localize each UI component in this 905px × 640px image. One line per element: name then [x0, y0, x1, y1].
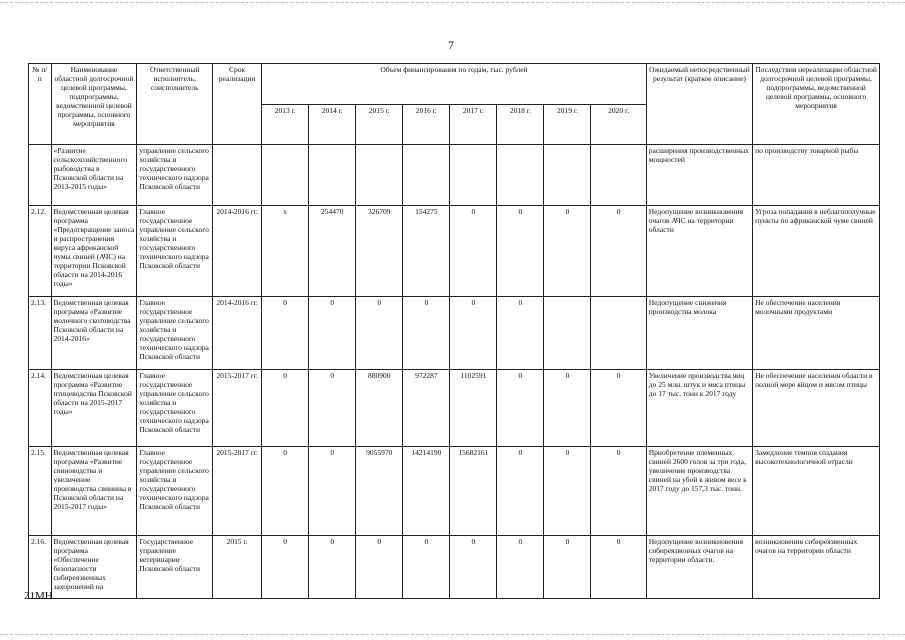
- bottom-scan-edge: [0, 634, 905, 635]
- funding-value: 972287: [403, 370, 450, 447]
- funding-value: 0: [497, 297, 544, 370]
- funding-value: 9055970: [356, 447, 403, 536]
- row-number: 2.15.: [29, 447, 52, 536]
- executor-cell: Главное государственное управление сельского хозяйства и государственного технического надзора Псковской области: [137, 297, 213, 370]
- funding-value: 0: [544, 370, 591, 447]
- funding-value: [591, 297, 646, 370]
- funding-value: 0: [262, 447, 309, 536]
- funding-value: 0: [544, 447, 591, 536]
- funding-value: 0: [309, 370, 356, 447]
- funding-value: 0: [262, 370, 309, 447]
- row-number: 2.13.: [29, 297, 52, 370]
- funding-value: 0: [497, 206, 544, 297]
- year-header: 2016 г.: [403, 104, 450, 145]
- year-header: 2019 г.: [544, 104, 591, 145]
- funding-value: [544, 297, 591, 370]
- table-row: [29, 206, 880, 297]
- executor-cell: управление сельского хозяйства и государственного технического надзора Псковской области: [137, 145, 213, 206]
- executor-cell: Государственное управление ветеринарии Псковской области: [137, 536, 213, 599]
- top-scan-edge: [0, 2, 905, 3]
- funding-value: 0: [591, 370, 646, 447]
- funding-value: 0: [309, 297, 356, 370]
- funding-value: [450, 145, 497, 206]
- table-body: [29, 145, 880, 599]
- row-number: 2.14.: [29, 370, 52, 447]
- year-header: 2015 г.: [356, 104, 403, 145]
- result-cell: Увеличение производства яиц до 25 млн. штук и мяса птицы до 17 тыс. тонн к 2017 году: [646, 370, 752, 447]
- funding-value: 0: [497, 536, 544, 599]
- footer-code: 21МН: [24, 590, 53, 602]
- header-row: [29, 64, 880, 105]
- row-number: 2.16.: [29, 536, 52, 599]
- year-header: 2013 г.: [262, 104, 309, 145]
- header-consequence: Последствия нереализации областной долгосрочной целевой программы, подпрограммы, ведомственной целевой программы, основного мероприятия: [753, 64, 880, 145]
- year-header: 2014 г.: [309, 104, 356, 145]
- row-number: [29, 145, 52, 206]
- funding-value: 15682161: [450, 447, 497, 536]
- executor-cell: Главное государственное управление сельского хозяйства и государственного технического надзора Псковской области: [137, 370, 213, 447]
- term-cell: 2014-2016 гг.: [213, 297, 262, 370]
- executor-cell: Главное государственное управление сельского хозяйства и государственного технического надзора Псковской области: [137, 206, 213, 297]
- funding-value: 0: [450, 536, 497, 599]
- funding-value: 154275: [403, 206, 450, 297]
- funding-value: [497, 145, 544, 206]
- funding-value: 0: [544, 536, 591, 599]
- page-number: 7: [448, 38, 454, 52]
- term-cell: 2015-2017 гг.: [213, 370, 262, 447]
- term-cell: 2014-2016 гг.: [213, 206, 262, 297]
- funding-value: 0: [356, 297, 403, 370]
- funding-value: 0: [403, 297, 450, 370]
- program-name: Ведомственная целевая программа «Развитие молочного скотоводства Псковской области на 2014-2016»: [51, 297, 137, 370]
- executor-cell: Главное государственное управление сельского хозяйства и государственного технического надзора Псковской области: [137, 447, 213, 536]
- funding-value: 0: [356, 536, 403, 599]
- consequence-cell: Замедление темпов создания высокотехнологичной отрасли: [753, 447, 880, 536]
- header-term: Срок реализации: [213, 64, 262, 145]
- funding-value: 0: [450, 297, 497, 370]
- table-row: [29, 145, 880, 206]
- funding-value: 880900: [356, 370, 403, 447]
- funding-value: 0: [544, 206, 591, 297]
- result-cell: Недопущение снижения производства молока: [646, 297, 752, 370]
- consequence-cell: Угроза попадания в неблагополучные пункты по африканской чуме свиней: [753, 206, 880, 297]
- funding-value: 0: [497, 447, 544, 536]
- header-result: Ожидаемый непосредственный результат (краткое описание): [646, 64, 752, 145]
- funding-value: 254470: [309, 206, 356, 297]
- program-name: Ведомственная целевая программа «Предотвращение заноса и распространения вируса африканской чумы свиней (АЧС) на территории Псковской области на 2014-2016 годы»: [51, 206, 137, 297]
- result-cell: Приобретение племенных свиней 2600 голов за три года, увеличение производства свиней на убой в живом весе к 2017 году до 157,3 тыс. тонн.: [646, 447, 752, 536]
- table-row: [29, 370, 880, 447]
- consequence-cell: по производству товарной рыбы: [753, 145, 880, 206]
- header-executor: Ответственный исполнитель, соисполнитель: [137, 64, 213, 145]
- result-cell: Недопущение возникновения очагов АЧС на территории области: [646, 206, 752, 297]
- table-row: [29, 536, 880, 599]
- funding-value: 1102591: [450, 370, 497, 447]
- result-cell: Недопущение возникновения сибиреязвенных очагов на территории области.: [646, 536, 752, 599]
- funding-value: 0: [591, 447, 646, 536]
- funding-value: 0: [403, 536, 450, 599]
- term-cell: [213, 145, 262, 206]
- funding-value: 0: [497, 370, 544, 447]
- program-name: Ведомственная целевая программа «Обеспечение безопасности сибиреязвенных захоронений на: [51, 536, 137, 599]
- funding-value: x: [262, 206, 309, 297]
- funding-value: [262, 145, 309, 206]
- program-table: [28, 63, 880, 599]
- funding-value: 0: [262, 297, 309, 370]
- funding-value: 0: [262, 536, 309, 599]
- term-cell: 2015 г.: [213, 536, 262, 599]
- term-cell: 2015-2017 гг.: [213, 447, 262, 536]
- table-row: [29, 447, 880, 536]
- funding-value: 0: [309, 536, 356, 599]
- year-header: 2017 г.: [450, 104, 497, 145]
- row-number: 2.12.: [29, 206, 52, 297]
- funding-value: 0: [591, 536, 646, 599]
- funding-value: 0: [309, 447, 356, 536]
- header-name: Наименование областной долгосрочной целевой программы, подпрограммы, ведомственной целевой программы, основного мероприятия: [51, 64, 137, 145]
- funding-value: 0: [591, 206, 646, 297]
- funding-value: [309, 145, 356, 206]
- program-name: «Развитие сельскохозяйственного рыбоводства в Псковской области на 2013-2015 годы»: [51, 145, 137, 206]
- funding-value: [544, 145, 591, 206]
- year-header: 2020 г.: [591, 104, 646, 145]
- result-cell: расширения производственных мощностей: [646, 145, 752, 206]
- consequence-cell: возникновения сибиреязвенных очагов на территории области: [753, 536, 880, 599]
- funding-value: 0: [450, 206, 497, 297]
- consequence-cell: Не обеспечение населения области в полной мере яйцом и мясом птицы: [753, 370, 880, 447]
- header-funding: Объем финансирования по годам, тыс. рублей: [262, 64, 647, 105]
- header-num: № п/п: [29, 64, 52, 145]
- consequence-cell: Не обеспечение населения молочными продуктами: [753, 297, 880, 370]
- program-name: Ведомственная целевая программа «Развитие птицеводства Псковской области на 2015-2017 годы»: [51, 370, 137, 447]
- funding-value: [356, 145, 403, 206]
- year-header: 2018 г.: [497, 104, 544, 145]
- funding-value: 326709: [356, 206, 403, 297]
- program-name: Ведомственная целевая программа «Развитие свиноводства и увеличение производства свинины в Псковской области на 2015-2017 годы»: [51, 447, 137, 536]
- funding-value: [591, 145, 646, 206]
- funding-value: [403, 145, 450, 206]
- table-row: [29, 297, 880, 370]
- funding-value: 14214190: [403, 447, 450, 536]
